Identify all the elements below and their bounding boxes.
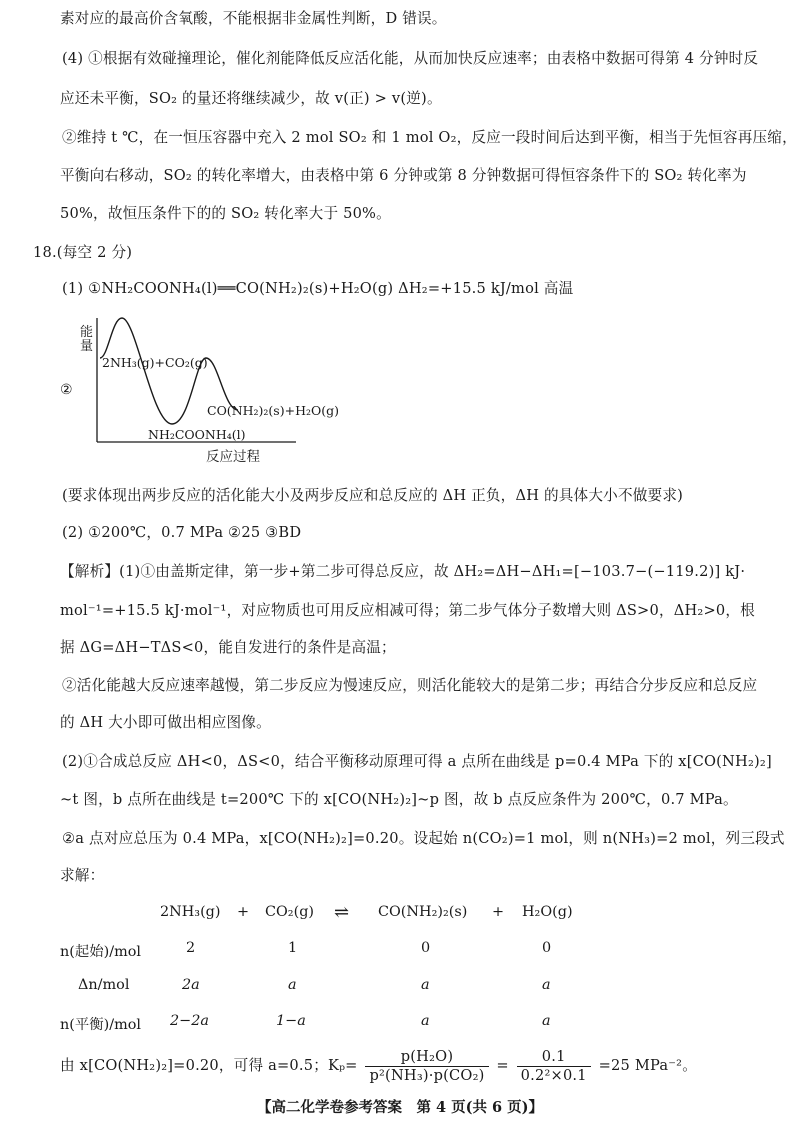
analysis-line: mol⁻¹=+15.5 kJ·mol⁻¹，对应物质也可用反应相减可得；第二步气体分子数增大则 ΔS>0，ΔH₂>0，根 [60,602,755,619]
intermediate-label: NH₂COONH₄(l) [148,427,246,442]
table-cell: 1−a [276,1013,306,1029]
analysis-line: 据 ΔG=ΔH−TΔS<0，能自发进行的条件是高温； [60,639,396,656]
text-line: (4) ①根据有效碰撞理论，催化剂能降低反应活化能，从而加快反应速率；由表格中数据可得第 4 分钟时反 [62,50,759,67]
table-cell: 1 [288,940,298,956]
eq-arrow: ⇌ [334,902,350,923]
text-line: 平衡向右移动，SO₂ 的转化率增大，由表格中第 6 分钟或第 8 分钟数据可得恒容条件下的 SO₂ 转化率为 [60,167,747,184]
table-cell: a [542,977,551,993]
kp-result: =25 MPa⁻²。 [598,1057,698,1074]
y-axis-label: 量 [80,339,94,354]
text-line: ②维持 t ℃，在一恒压容器中充入 2 mol SO₂ 和 1 mol O₂，反应一段时间后达到平衡，相当于先恒容再压缩， [62,129,797,146]
eq-plus: + [492,904,505,920]
table-cell: 2a [182,977,200,993]
row-label: Δn/mol [78,977,130,993]
products-label: CO(NH₂)₂(s)+H₂O(g) [207,403,339,418]
eq-reactant-2: CO₂(g) [265,904,315,920]
eq-product-2: H₂O(g) [522,904,573,920]
row-label: n(平衡)/mol [60,1017,142,1033]
table-cell: a [421,1013,430,1029]
analysis-line: 求解： [60,867,105,884]
kp-value-numerator: 0.1 [517,1048,591,1067]
table-cell: a [288,977,297,993]
table-cell: 2−2a [170,1013,209,1029]
analysis-line: ②a 点对应总压为 0.4 MPa，x[CO(NH₂)₂]=0.20。设起始 n(CO₂)=1 mol，则 n(NH₃)=2 mol，列三段式 [62,830,785,847]
text-line: 素对应的最高价含氧酸，不能根据非金属性判断，D 错误。 [60,10,447,27]
analysis-line: 的 ΔH 大小即可做出相应图像。 [60,714,271,731]
eq-product-1: CO(NH₂)₂(s) [378,904,468,920]
answer-line: (1) ①NH₂COONH₄(l)══CO(NH₂)₂(s)+H₂O(g) ΔH₂=+15.5 kJ/mol 高温 [62,280,574,297]
page-footer: 【高二化学卷参考答案 第 4 页(共 6 页)】 [256,1099,544,1116]
equals-sign: = [496,1057,509,1074]
kp-numerator: p(H₂O) [365,1048,488,1067]
table-cell: 2 [186,940,196,956]
note-line: (要求体现出两步反应的活化能大小及两步反应和总反应的 ΔH 正负，ΔH 的具体大小不做要求) [62,487,684,504]
kp-prefix: 由 x[CO(NH₂)₂]=0.20，可得 a=0.5；Kₚ= [60,1057,358,1074]
equilibrium-table [60,896,760,1036]
eq-reactant-1: 2NH₃(g) [160,904,221,920]
eq-plus: + [237,904,250,920]
kp-fraction [365,1048,488,1085]
kp-value-denominator: 0.2²×0.1 [520,1066,587,1084]
table-cell: 0 [542,940,552,956]
table-cell: a [421,977,430,993]
kp-formula-line [60,1046,697,1086]
text-line: 应还未平衡，SO₂ 的量还将继续减少，故 v(正) > v(逆)。 [60,90,442,107]
reactants-label: 2NH₃(g)+CO₂(g) [102,355,208,370]
row-label: n(起始)/mol [60,944,142,960]
energy-diagram [60,312,360,472]
table-cell: a [542,1013,551,1029]
diagram-marker: ② [60,382,73,398]
table-cell: 0 [421,940,431,956]
analysis-line: ~t 图，b 点所在曲线是 t=200℃ 下的 x[CO(NH₂)₂]~p 图，故 b 点反应条件为 200℃，0.7 MPa。 [60,791,738,808]
analysis-line: (2)①合成总反应 ΔH<0，ΔS<0，结合平衡移动原理可得 a 点所在曲线是 p=0.4 MPa 下的 x[CO(NH₂)₂] [62,753,772,770]
analysis-line: ②活化能越大反应速率越慢，第二步反应为慢速反应，则活化能较大的是第二步；再结合分步反应和总反应 [62,677,758,694]
question-number: 18.(每空 2 分) [33,244,133,261]
y-axis-label: 能 [80,325,94,340]
answer-line: (2) ①200℃，0.7 MPa ②25 ③BD [62,524,302,541]
kp-denominator: p²(NH₃)·p(CO₂) [369,1066,485,1084]
x-axis-label: 反应过程 [206,449,260,465]
text-line: 50%，故恒压条件下的的 SO₂ 转化率大于 50%。 [60,205,391,222]
analysis-line: 【解析】(1)①由盖斯定律，第一步+第二步可得总反应，故 ΔH₂=ΔH−ΔH₁=[−103.7−(−119.2)] kJ· [60,563,746,580]
kp-value-fraction [517,1048,591,1085]
